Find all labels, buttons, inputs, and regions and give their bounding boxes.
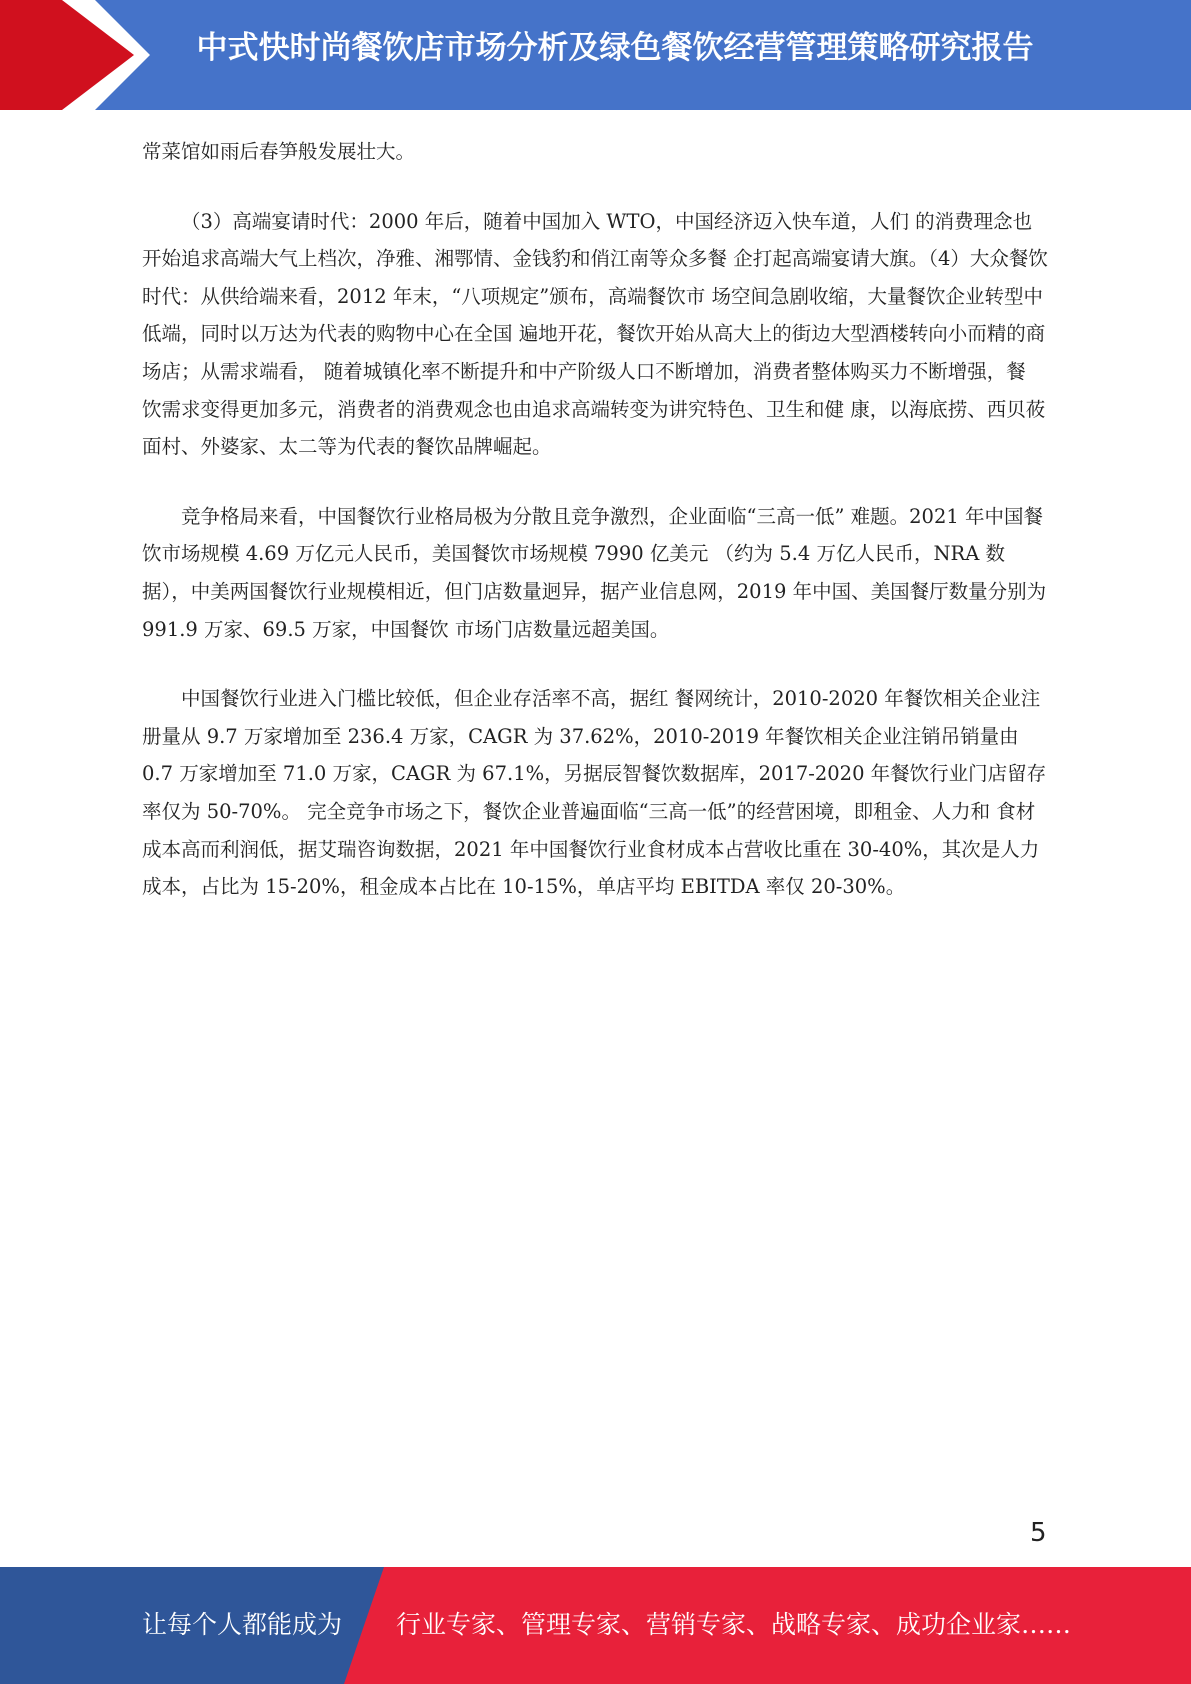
paragraph-dining-eras: （3）高端宴请时代：2000 年后，随着中国加入 WTO，中国经济迈入快车道，人们 的消费理念也开始追求高端大气上档次，净雅、湘鄂情、金钱豹和俏江南等众多餐 企打起高端宴请大旗。（4）大众餐饮时代：从供给端来看，2012 年末，“八项规定”颁布，高端餐饮市 场空间急剧收缩，大量餐饮企业转型中低端，同时以万达为代表的购物中心在全国 遍地开花，餐饮开始从高大上的街边大型酒楼转向小而精的商场店；从需求端看， 随着城镇化率不断提升和中产阶级人口不断增加，消费者整体购买力不断增强，餐 饮需求变得更加多元，消费者的消费观念也由追求高端转变为讲究特色、卫生和健 康，以海底捞、西贝莜面村、外婆家、太二等为代表的餐饮品牌崛起。 xyxy=(142,209,1048,459)
footer-slogan-left: 让每个人都能成为 xyxy=(142,1610,343,1639)
footer-slogan-right: 行业专家、管理专家、营销专家、战略专家、成功企业家…… xyxy=(396,1610,1072,1639)
paragraph-intro-fragment: 常菜馆如雨后春笋般发展壮大。 xyxy=(142,140,416,163)
paragraph-competition: 竞争格局来看，中国餐饮行业格局极为分散且竞争激烈，企业面临“三高一低” 难题。2021 年中国餐饮市场规模 4.69 万亿元人民币，美国餐饮市场规模 7990 亿美元 （约为 5.4 万亿人民币，NRA 数据），中美两国餐饮行业规模相近，但门店数量迥异，据产业信息网，2019 年中国、美国餐厅数量分别为 991.9 万家、69.5 万家，中国餐饮 市场门店数量远超美国。 xyxy=(142,504,1047,641)
page-header xyxy=(0,0,1191,110)
main-content xyxy=(142,133,1050,938)
document-title: 中式快时尚餐饮店市场分析及绿色餐饮经营管理策略研究报告 xyxy=(196,30,1034,66)
paragraph-survival-costs: 中国餐饮行业进入门槛比较低，但企业存活率不高，据红 餐网统计，2010-2020 年餐饮相关企业注册量从 9.7 万家增加至 236.4 万家，CAGR 为 37.62%，2010-2019 年餐饮相关企业注销吊销量由 0.7 万家增加至 71.0 万家，CAGR 为 67.1%，另据辰智餐饮数据库，2017-2020 年餐饮行业门店留存率仅为 50-70%。 完全竞争市场之下，餐饮企业普遍面临“三高一低”的经营困境，即租金、人力和 食材成本高而利润低，据艾瑞咨询数据，2021 年中国餐饮行业食材成本占营收比重在 30-40%，其次是人力成本，占比为 15-20%，租金成本占比在 10-15%，单店平均 EBITDA 率仅 20-30%。 xyxy=(142,687,1047,899)
page-number: 5 xyxy=(1030,1518,1047,1548)
page-footer xyxy=(0,1567,1191,1684)
